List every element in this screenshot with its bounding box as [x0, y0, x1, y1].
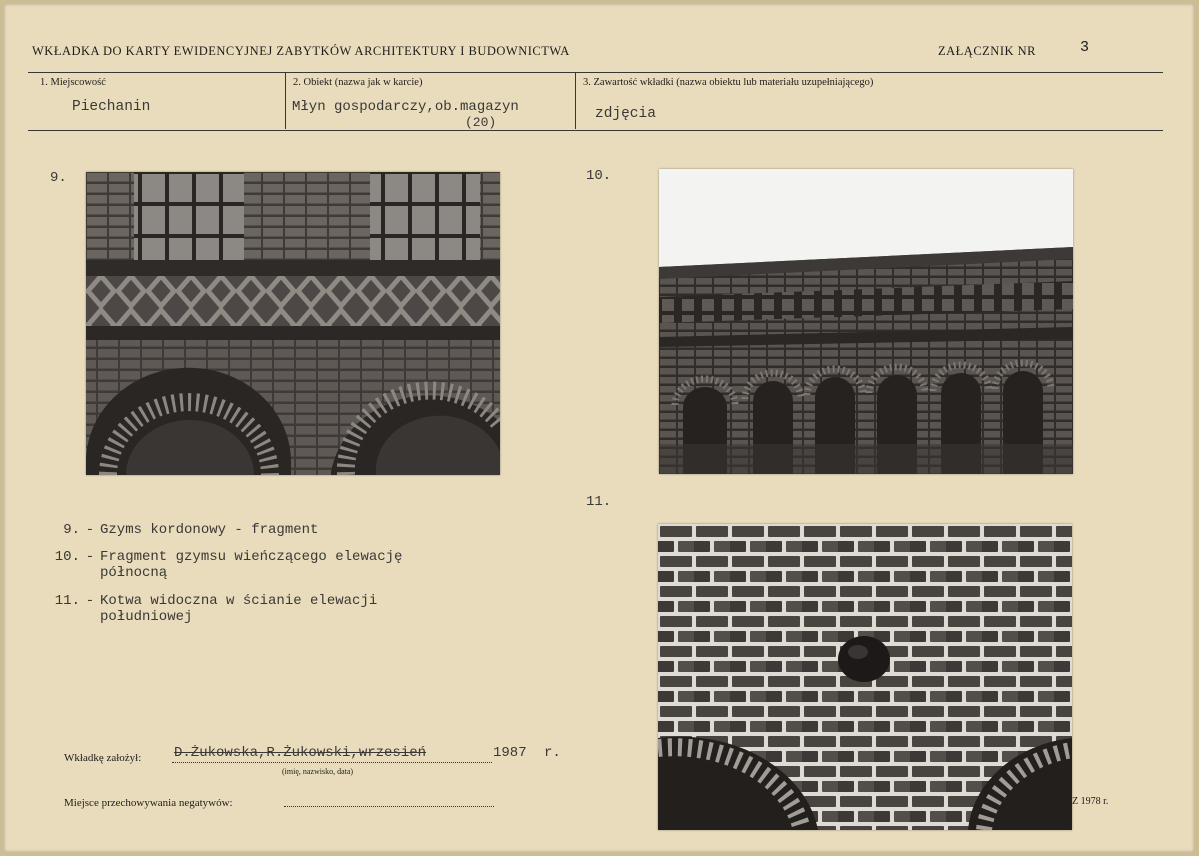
photo-9-number: 9. [50, 170, 67, 186]
header-rule-top [28, 72, 1163, 73]
header-rule-bottom [28, 130, 1163, 131]
caption-10-text: Fragment gzymsu wieńczącego elewację północną [100, 549, 403, 581]
caption-9-dash: - [85, 522, 95, 538]
photo-9 [86, 172, 500, 475]
caption-11-text: Kotwa widoczna w ścianie elewacji południowej [100, 593, 378, 625]
author-value: D.Żukowska,R.Żukowski,wrzesień [174, 745, 427, 761]
author-hint: (imię, nazwisko, data) [282, 767, 354, 776]
author-line [172, 762, 492, 763]
caption-10-number: 10. [54, 549, 80, 565]
photo-10-number: 10. [586, 168, 612, 184]
place-value: Piechanin [72, 99, 151, 115]
negatives-label: Miejsce przechowywania negatywów: [64, 797, 233, 809]
caption-10 [40, 549, 475, 581]
caption-10-dash: - [85, 549, 95, 565]
caption-11-dash: - [85, 593, 95, 609]
photo-11-number: 11. [586, 494, 612, 510]
field-divider-2 [575, 73, 576, 129]
object-number: (20) [465, 115, 497, 130]
author-year-suffix: r. [544, 745, 561, 761]
sheet-title: WKŁADKA DO KARTY EWIDENCYJNEJ ZABYTKÓW ARCHITEKTURY I BUDOWNICTWA [32, 44, 570, 58]
caption-11-number: 11. [54, 593, 80, 609]
caption-9 [40, 522, 500, 538]
annex-label: ZAŁĄCZNIK NR [938, 44, 1037, 58]
field-divider-1 [285, 73, 286, 129]
photo-11 [658, 524, 1072, 830]
annex-number: 3 [1080, 39, 1090, 56]
place-label: 1. Miejscowość [40, 77, 106, 88]
negatives-line [284, 806, 494, 807]
caption-9-text: Gzyms kordonowy - fragment [100, 522, 319, 538]
author-label: Wkładkę założył: [64, 752, 142, 764]
content-label: 3. Zawartość wkładki (nazwa obiektu lub materiału uzupełniającego) [583, 77, 874, 88]
printer-mark: Z 1978 r. [1072, 796, 1109, 807]
object-value: Młyn gospodarczy,ob.magazyn [292, 99, 519, 115]
caption-11 [40, 593, 450, 625]
photo-10 [659, 169, 1073, 474]
caption-9-number: 9. [63, 522, 80, 538]
content-value: zdjęcia [595, 106, 656, 122]
author-year: 1987 [493, 745, 527, 761]
object-label: 2. Obiekt (nazwa jak w karcie) [293, 77, 423, 88]
